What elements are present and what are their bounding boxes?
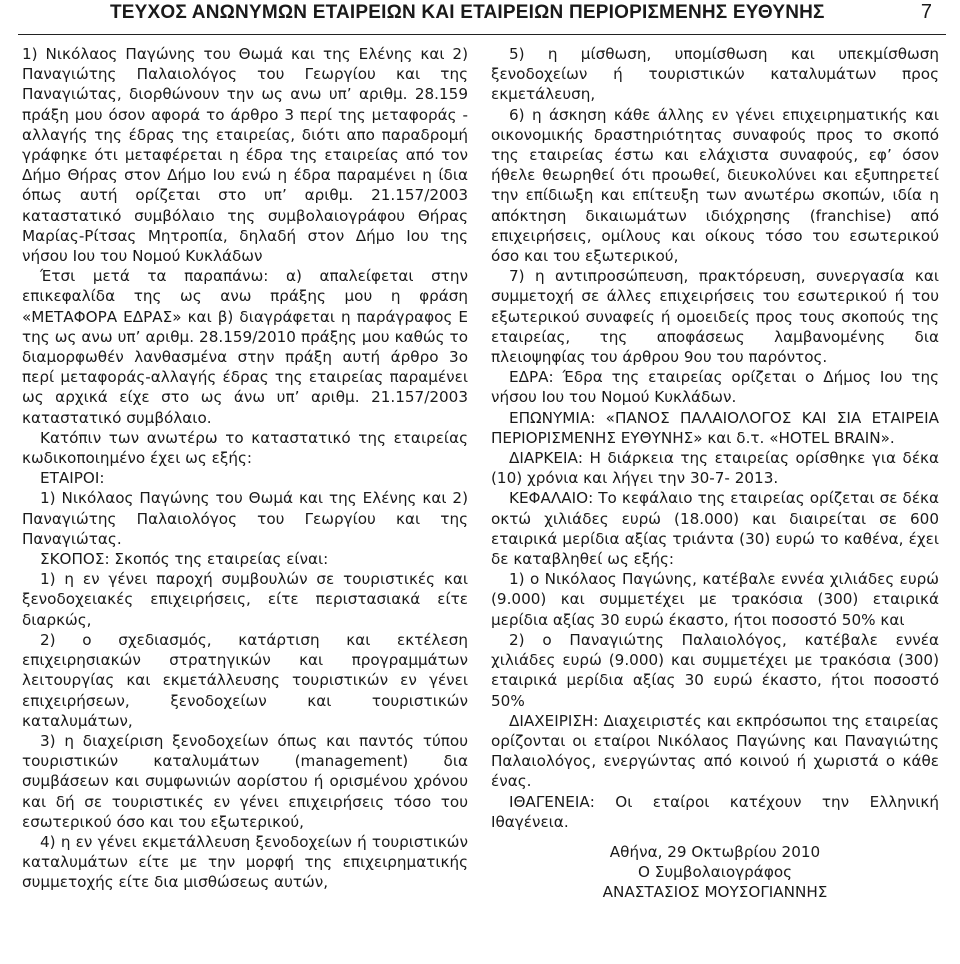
paragraph-nationality: ΙΘΑΓΕΝΕΙΑ: Οι εταίροι κατέχουν την Ελληνική Ιθαγένεια. — [491, 792, 939, 831]
purpose-item-5: 5) η μίσθωση, υπομίσθωση και υπεκμίσθωση ξενοδοχείων ή τουριστικών καταλυμάτων προς εκμετάλευση, — [491, 45, 939, 104]
page-number: 7 — [920, 1, 932, 23]
section-heading-purpose: ΣΚΟΠΟΣ: Σκοπός της εταιρείας είναι: — [40, 550, 329, 569]
paragraph-management: ΔΙΑΧΕΙΡΙΣΗ: Διαχειριστές και εκπρόσωποι της εταιρείας ορίζονται οι εταίροι Νικόλαος Παγώνης και Παναγιώτης Παλαιολόγος, ενεργώντας από κοινού ή χωριστά ο κάθε ένας. — [491, 711, 939, 791]
paragraph-correction-intro: 1) Νικόλαος Παγώνης του Θωμά και της Ελένης και 2) Παναγιώτης Παλαιολόγος του Γεωργίου και της Παναγιώτας, διορθώνουν την ως ανω υπ’ αριθμ. 28.159 πράξη μου όσον αφορά το άρθρο 3 περί της μεταφοράς - αλλαγής της έδρας της εταιρείας, διότι απο παραδρομή γράφηκε ότι μεταφέρεται η έδρα της εταιρείας από τον Δήμο Θήρας στον Δήμο Ιου ενώ η έδρα παραμένει η ίδια όπως αυτή ορίζεται στο υπ’ αριθμ. 21.157/2003 καταστατικό συμβόλαιο της συμβολαιογράφου Θήρας Μαρίας-Ρίτσας Μητροπία, δηλαδή στον Δήμο Ιου της νήσου Ιου του Νομού Κυκλάδων — [22, 45, 468, 266]
purpose-item-6: 6) η άσκηση κάθε άλλης εν γένει επιχειρηματικής και οικονομικής δραστηριότητας συναφούς προς το σκοπό της εταιρείας έστω και ελάχιστα συναφούς, εφ’ όσον ήθελε θεωρηθεί ότι προωθεί, διευκολύνει και εξυπηρετεί την επίδιωξη και επίτευξη των ανωτέρω σκοπών, ιδία η απόκτηση δικαιωμάτων ιδιόχρησης (franchise) από επιχειρήσεις, ομίλους και οίκους τόσο του εσωτερικού όσο και του εξωτερικού, — [491, 105, 939, 266]
paragraph-capital: ΚΕΦΑΛΑΙΟ: Το κεφάλαιο της εταιρείας ορίζεται σε δέκα οκτώ χιλιάδες ευρώ (18.000) και διαιρείται σε 600 εταιρικά μερίδια αξίας τριάντα (30) ευρώ το καθένα, έχει δε καταβληθεί ως εξής: — [491, 489, 939, 569]
paragraph-seat: ΕΔΡΑ: Έδρα της εταιρείας ορίζεται ο Δήμος Ιου της νήσου Ιου του Νομού Κυκλάδων. — [491, 368, 939, 407]
capital-contribution-2: 2) ο Παναγιώτης Παλαιολόγος, κατέβαλε εννέα χιλιάδες ευρώ (9.000) και συμμετέχει με τρακόσια (300) εταιρικά μερίδια αξίας 30 ευρώ έκαστο, ήτοι ποσοστό 50% — [491, 630, 939, 710]
left-column — [22, 44, 468, 893]
paragraph-correction-result: Έτσι μετά τα παραπάνω: α) απαλείφεται στην επικεφαλίδα της ως ανω πράξης μου η φράση «ΜΕΤΑΦΟΡΑ ΕΔΡΑΣ» και β) διαγράφεται η παράγραφος Ε της ως ανω υπ’ αριθμ. 28.159/2010 πράξης μου καθώς το διαμορφωθέν λανθασμένα στην πράξη αυτή άρθρο 3ο περί μεταφοράς-αλλαγής έδρας της εταιρείας παραμένει ως αρχικά είχε στο ως άνω υπ’ αριθμ. 21.157/2003 καταστατικό συμβόλαιο. — [22, 267, 468, 427]
paragraph-company-name: ΕΠΩΝΥΜΙΑ: «ΠΑΝΟΣ ΠΑΛΑΙΟΛΟΓΟΣ ΚΑΙ ΣΙΑ ΕΤΑΙΡΕΙΑ ΠΕΡΙΟΡΙΣΜΕΝΗΣ ΕΥΘΥΝΗΣ» και δ.τ. «HOTEL BRAIN». — [491, 408, 939, 447]
signature-role: Ο Συμβολαιογράφος — [637, 863, 793, 882]
signature-place-date: Αθήνα, 29 Οκτωβρίου 2010 — [609, 842, 821, 861]
purpose-item-7: 7) η αντιπροσώπευση, πρακτόρευση, συνεργασία και συμμετοχή σε άλλες επιχειρήσεις του εσωτερικού ή του εξωτερικού συναφείς ή ομοειδείς προς τους σκοπούς της εταιρείας, της αποφάσεως λαμβανομένης δια πλειοψηφίας του άρθρου 9ου του παρόντος. — [491, 267, 939, 367]
purpose-item-3: 3) η διαχείριση ξενοδοχείων όπως και παντός τύπου τουριστικών καταλυμάτων (management) δια συμβάσεων και συμφωνιών αορίστου ή ορισμένου χρόνου και δή σε τουριστικές εν γένει επιχειρήσεις τόσο του εσωτερικού όσο και του εξωτερικού, — [22, 731, 468, 831]
signature-name: ΑΝΑΣΤΑΣΙΟΣ ΜΟΥΣΟΓΙΑΝΝΗΣ — [602, 883, 828, 902]
paragraph-partners: 1) Νικόλαος Παγώνης του Θωμά και της Ελένης και 2) Παναγιώτης Παλαιολόγος του Γεωργίου και της Παναγιώτας. — [22, 489, 468, 548]
section-heading-partners: ΕΤΑΙΡΟΙ: — [40, 469, 105, 488]
purpose-item-1: 1) η εν γένει παροχή συμβουλών σε τουριστικές και ξενοδοχειακές επιχειρήσεις, είτε περιστασιακά είτε διαρκώς, — [22, 570, 468, 629]
paragraph-codified-intro: Κατόπιν των ανωτέρω το καταστατικό της εταιρείας κωδικοποιημένο έχει ως εξής: — [22, 428, 468, 468]
capital-contribution-1: 1) ο Νικόλαος Παγώνης, κατέβαλε εννέα χιλιάδες ευρώ (9.000) και συμμετέχει με τρακόσια (300) εταιρικά μερίδια αξίας 30 ευρώ έκαστο, ήτοι ποσοστό 50% και — [491, 570, 939, 629]
gazette-issue-title: ΤΕΥΧΟΣ ΑΝΩΝΥΜΩΝ ΕΤΑΙΡΕΙΩΝ ΚΑΙ ΕΤΑΙΡΕΙΩΝ ΠΕΡΙΟΡΙΣΜΕΝΗΣ ΕΥΘΥΝΗΣ — [110, 2, 825, 23]
purpose-item-2: 2) ο σχεδιασμός, κατάρτιση και εκτέλεση επιχειρησιακών στρατηγικών και προγραμμάτων λειτουργίας και εκμετάλλευσης τουριστικών εν γένει επιχειρήσεων, ξενοδοχείων και τουριστικών καταλυμάτων, — [22, 630, 468, 730]
right-column — [491, 44, 939, 903]
paragraph-duration: ΔΙΑΡΚΕΙΑ: Η διάρκεια της εταιρείας ορίσθηκε για δέκα (10) χρόνια και λήγει την 30-7- 2013. — [491, 449, 939, 488]
page-header — [18, 0, 946, 35]
purpose-item-4: 4) η εν γένει εκμετάλλευση ξενοδοχείων ή τουριστικών καταλυμάτων είτε με την μορφή της επιχειρηματικής συμμετοχής είτε δια μισθώσεως αυτών, — [22, 832, 468, 892]
